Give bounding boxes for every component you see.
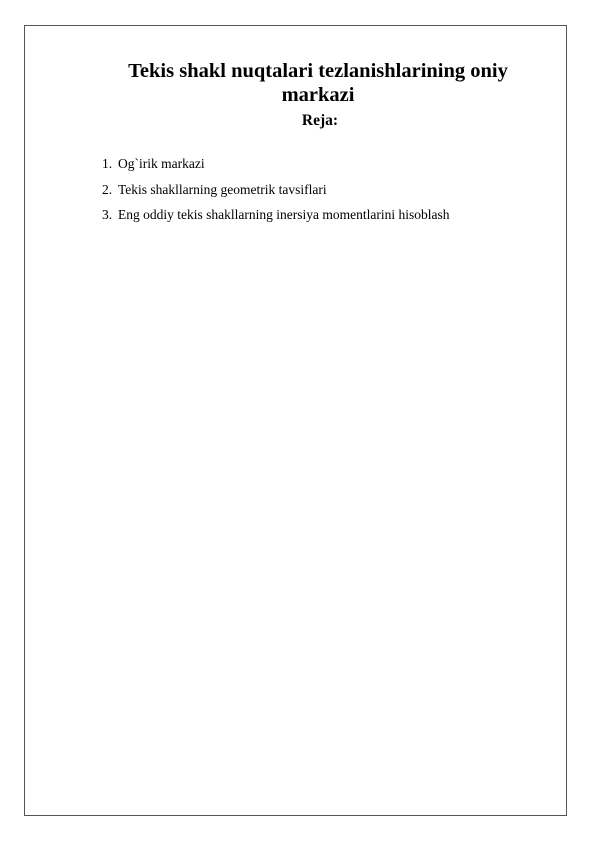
plan-item-text: Tekis shakllarning geometrik tavsiflari: [118, 181, 327, 197]
plan-heading: Reja:: [301, 112, 339, 129]
plan-item-number: 3.: [102, 207, 113, 222]
plan-item: [102, 207, 449, 223]
plan-item-text: Eng oddiy tekis shakllarning inersiya momentlarini hisoblash: [118, 207, 450, 222]
plan-item-number: 1.: [102, 156, 113, 171]
plan-item: [102, 156, 449, 172]
plan-item: [102, 182, 449, 198]
plan-item-text: Og`irik markazi: [118, 156, 205, 171]
document-title: Tekis shakl nuqtalari tezlanishlarining oniy markazi: [128, 60, 508, 106]
plan-item-number: 2.: [102, 181, 113, 197]
plan-list: [102, 156, 449, 233]
page-border: [24, 25, 567, 816]
